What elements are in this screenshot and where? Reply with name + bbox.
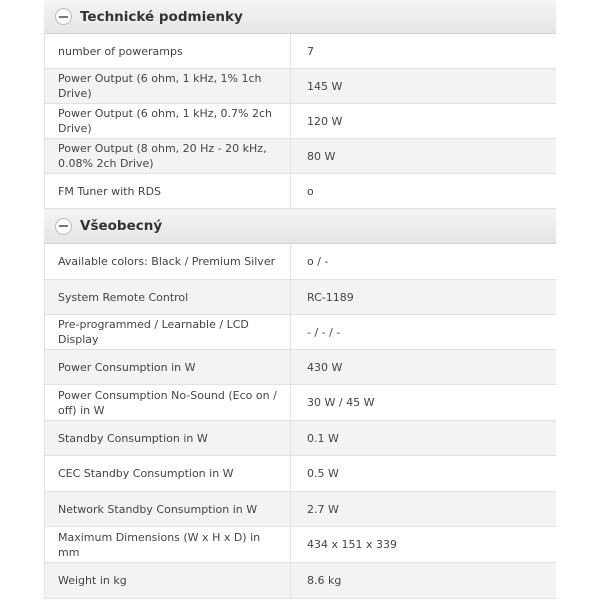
- table-row: [45, 244, 556, 280]
- spec-value: 430 W: [307, 360, 343, 374]
- spec-label: Weight in kg: [45, 563, 291, 598]
- spec-value: RC-1189: [307, 290, 354, 304]
- spec-value: o / -: [307, 255, 329, 268]
- spec-value: o: [307, 184, 314, 198]
- section-rows-technical: [44, 34, 556, 209]
- spec-label: Available colors: Black / Premium Silver: [45, 244, 291, 279]
- table-row: [45, 280, 556, 315]
- section-header-general[interactable]: [44, 209, 556, 244]
- spec-label: CEC Standby Consumption in W: [45, 456, 291, 491]
- spec-label: Power Output (6 ohm, 1 kHz, 1% 1ch Drive): [45, 69, 291, 103]
- spec-label: Pre-programmed / Learnable / LCD Display: [45, 315, 291, 349]
- table-row: [45, 34, 556, 69]
- table-row: [45, 139, 556, 174]
- table-row: [45, 69, 556, 104]
- spec-value: 145 W: [307, 79, 343, 93]
- section-title: Technické podmienky: [80, 8, 243, 25]
- section-rows-general: [44, 244, 556, 599]
- table-row: [45, 456, 556, 492]
- spec-value: 2.7 W: [307, 502, 339, 516]
- spec-value: - / - / -: [307, 325, 341, 339]
- spec-value: 434 x 151 x 339: [307, 538, 397, 551]
- collapse-icon[interactable]: [55, 218, 72, 235]
- collapse-icon[interactable]: [55, 8, 72, 25]
- spec-label: Power Output (8 ohm, 20 Hz - 20 kHz, 0.08% 2ch Drive): [45, 139, 291, 173]
- spec-value: 8.6 kg: [307, 574, 342, 587]
- section-header-technical[interactable]: [44, 0, 556, 34]
- spec-label: Network Standby Consumption in W: [45, 492, 291, 526]
- spec-value: 0.5 W: [307, 467, 339, 480]
- spec-label: Power Output (6 ohm, 1 kHz, 0.7% 2ch Drive): [45, 104, 291, 138]
- spec-value: 80 W: [307, 149, 336, 163]
- spec-label: Maximum Dimensions (W x H x D) in mm: [45, 527, 291, 562]
- spec-label: Standby Consumption in W: [45, 421, 291, 455]
- spec-label: Power Consumption in W: [45, 350, 291, 384]
- table-row: [45, 385, 556, 421]
- section-title: Všeobecný: [80, 218, 163, 234]
- spec-value: 120 W: [307, 114, 343, 128]
- table-row: [45, 104, 556, 139]
- spec-label: FM Tuner with RDS: [45, 174, 291, 208]
- spec-label: System Remote Control: [45, 280, 291, 314]
- spec-value: 7: [307, 44, 314, 58]
- spec-value: 30 W / 45 W: [307, 396, 375, 409]
- table-row: [45, 350, 556, 385]
- spec-label: number of poweramps: [45, 34, 291, 68]
- spec-value: 0.1 W: [307, 431, 339, 445]
- table-row: [45, 315, 556, 350]
- spec-table: [44, 0, 556, 599]
- table-row: [45, 492, 556, 527]
- table-row: [45, 563, 556, 599]
- table-row: [45, 174, 556, 209]
- table-row: [45, 421, 556, 456]
- spec-label: Power Consumption No-Sound (Eco on / off) in W: [45, 385, 291, 420]
- table-row: [45, 527, 556, 563]
